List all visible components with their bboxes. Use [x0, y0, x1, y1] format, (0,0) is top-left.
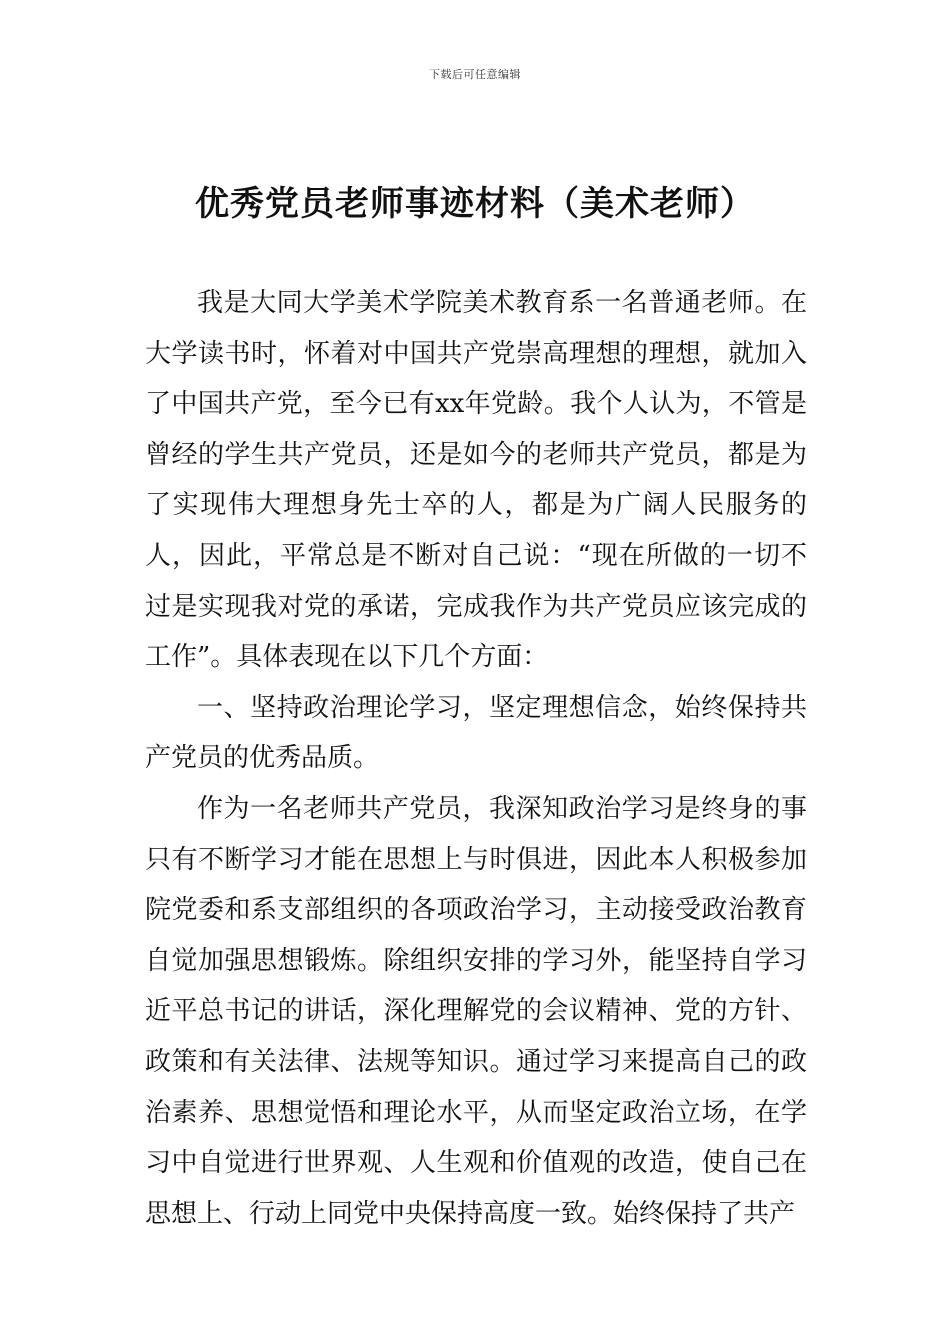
document-title: 优秀党员老师事迹材料（美术老师）	[195, 184, 755, 224]
paragraph-section-heading: 一、坚持政治理论学习，坚定理想信念，始终保持共产党员的优秀品质。	[145, 692, 807, 774]
document-body	[145, 278, 807, 1239]
paragraph-study: 作为一名老师共产党员，我深知政治学习是终身的事只有不断学习才能在思想上与时俱进，因此本人积极参加院党委和系支部组织的各项政治学习，主动接受政治教育自觉加强思想锻炼。除组织安排的学习外，能坚持自学习近平总书记的讲话，深化理解党的会议精神、党的方针、政策和有关法律、法规等知识。通过学习来提高自己的政治素养、思想觉悟和理论水平，从而坚定政治立场，在学习中自觉进行世界观、人生观和价值观的改造，使自己在思想上、行动上同党中央保持高度一致。始终保持了共产	[145, 793, 807, 1229]
header-note: 下载后可任意编辑	[429, 68, 521, 81]
paragraph-intro: 我是大同大学美术学院美术教育系一名普通老师。在大学读书时，怀着对中国共产党崇高理想的理想，就加入了中国共产党，至今已有xx年党龄。我个人认为，不管是曾经的学生共产党员，还是如今的老师共产党员，都是为了实现伟大理想身先士卒的人，都是为广阔人民服务的人，因此，平常总是不断对自己说：“现在所做的一切不过是实现我对党的承诺，完成我作为共产党员应该完成的工作”。具体表现在以下几个方面：	[145, 288, 807, 673]
